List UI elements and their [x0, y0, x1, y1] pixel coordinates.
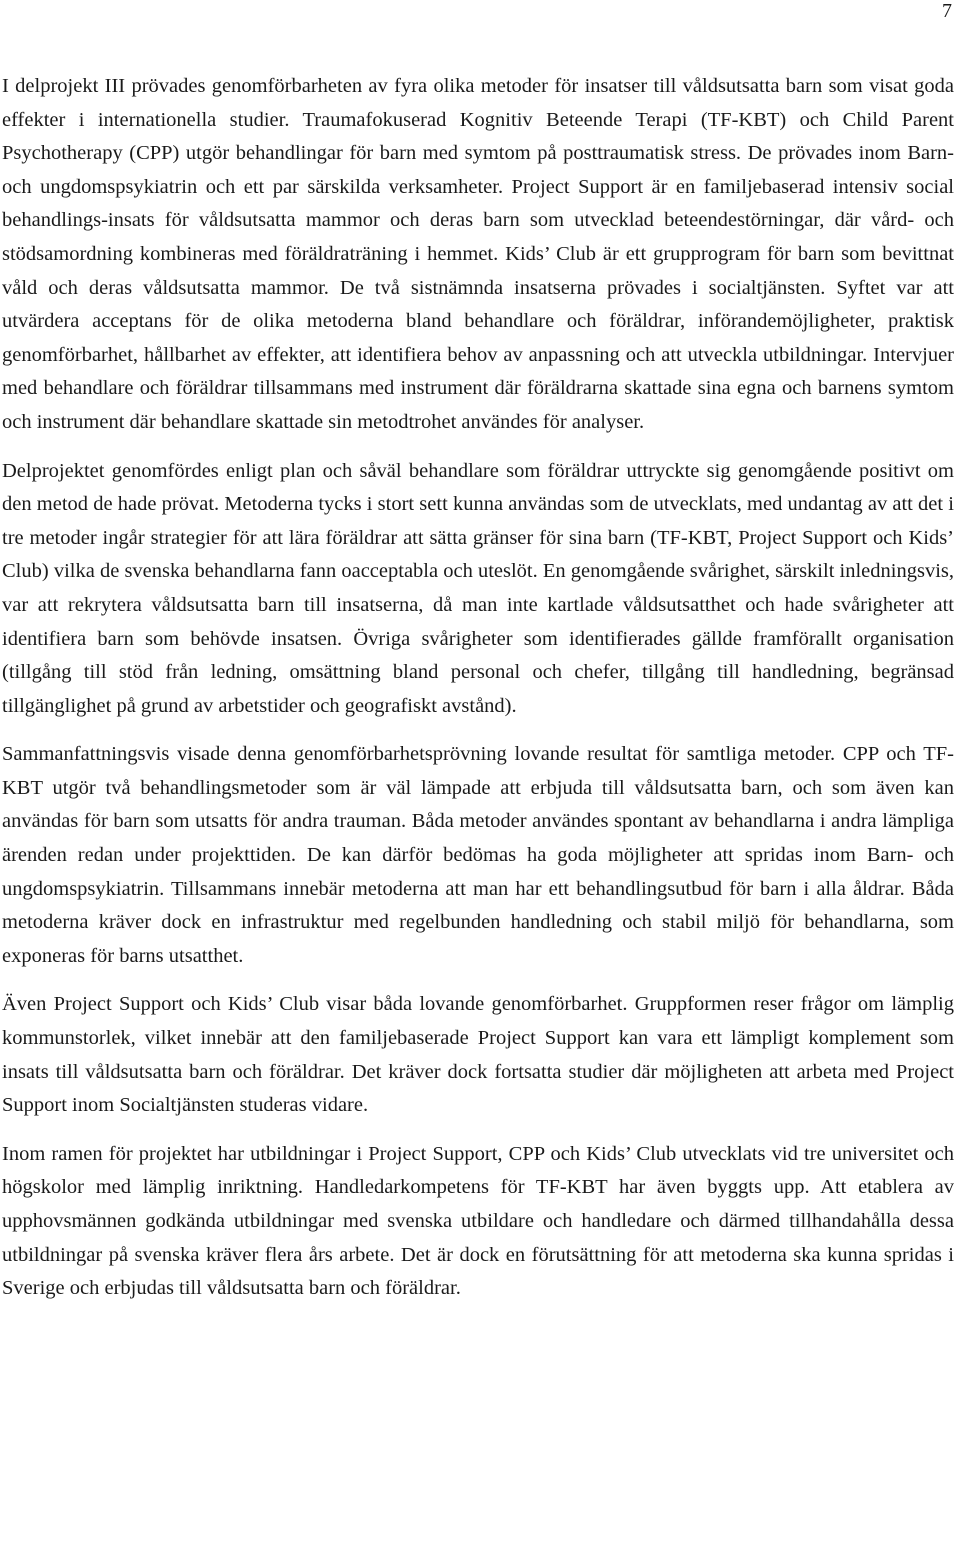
- body-text: [2, 70, 954, 1321]
- page-number: 7: [942, 0, 952, 22]
- paragraph-delprojekt-iii: I delprojekt III prövades genomförbarheten av fyra olika metoder för insatser till våldsutsatta barn som visat goda effekter i internationella studier. Traumafokuserad Kognitiv Beteende Terapi (TF-KBT) och Child Parent Psychotherapy (CPP) utgör behandlingar för barn med symtom på posttraumatisk stress. De prövades inom Barn- och ungdomspsykiatrin och ett par särskilda verksamheter. Project Support är en familjebaserad intensiv social behandlings-insats för våldsutsatta mammor och deras barn som utvecklad beteendestörningar, där vård- och stödsamordning kombineras med föräldraträning i hemmet. Kids’ Club är ett grupprogram för barn som bevittnat våld och deras våldsutsatta mammor. De två sistnämnda insatserna prövades i socialtjänsten. Syftet var att utvärdera acceptans för de olika metoderna bland behandlare och föräldrar, införandemöjligheter, praktisk genomförbarhet, hållbarhet av effekter, att identifiera behov av anpassning och att utveckla utbildningar. Intervjuer med behandlare och föräldrar tillsammans med instrument där föräldrarna skattade sina egna och barnens symtom och instrument där behandlare skattade sin metodtrohet användes för analyser.: [2, 75, 954, 433]
- paragraph-project-support-kids-club: Även Project Support och Kids’ Club visar båda lovande genomförbarhet. Gruppformen reser frågor om lämplig kommunstorlek, vilket innebär att den familjebaserade Project Support kan vara ett lämpligt komplement som insats till våldsutsatta barn och föräldrar. Det kräver dock fortsatta studier där möjligheten att arbeta med Project Support inom Socialtjänsten studeras vidare.: [2, 993, 954, 1117]
- paragraph-sammanfattning: Sammanfattningsvis visade denna genomförbarhetsprövning lovande resultat för samtliga metoder. CPP och TF-KBT utgör två behandlingsmetoder som är väl lämpade att erbjuda till våldsutsatta barn, och som även kan användas för barn som utsatts för andra trauman. Båda metoder användes spontant av behandlarna i andra lämpliga ärenden redan under projekttiden. De kan därför bedömas ha goda möjligheter att spridas inom Barn- och ungdomspsykiatrin. Tillsammans innebär metoderna att man har ett behandlingsutbud för barn i alla åldrar. Båda metoderna kräver dock en infrastruktur med regelbunden handledning och stabil miljö för behandlarna, som exponeras för barns utsatthet.: [2, 743, 954, 967]
- paragraph-utbildningar: Inom ramen för projektet har utbildningar i Project Support, CPP och Kids’ Club utvecklats vid tre universitet och högskolor med lämplig inriktning. Handledarkompetens för TF-KBT har även byggts upp. Att etablera av upphovsmännen godkända utbildningar med svenska utbildare och handledare och därmed tillhandahålla dessa utbildningar på svenska kräver flera års arbete. Det är dock en förutsättning för att metoderna ska kunna spridas i Sverige och erbjudas till våldsutsatta barn och föräldrar.: [2, 1142, 954, 1300]
- paragraph-genomforande: Delprojektet genomfördes enligt plan och såväl behandlare som föräldrar uttryckte sig genomgående positivt om den metod de hade prövat. Metoderna tycks i stort sett kunna användas som de utvecklats, med undantag av att det i tre metoder ingår strategier för att lära föräldrar att sätta gränser för sina barn (TF-KBT, Project Support och Kids’ Club) vilka de svenska behandlarna fann oacceptabla och uteslöt. En genomgående svårighet, särskilt inledningsvis, var att rekrytera våldsutsatta barn till insatserna, då man inte kartlade våldsutsatthet och hade svårigheter att identifiera barn som behövde insatsen. Övriga svårigheter som identifierades gällde framförallt organisation (tillgång till stöd från ledning, omsättning bland personal och chefer, tillgång till handledning, begränsad tillgänglighet på grund av arbetstider och geografiskt avstånd).: [2, 459, 954, 717]
